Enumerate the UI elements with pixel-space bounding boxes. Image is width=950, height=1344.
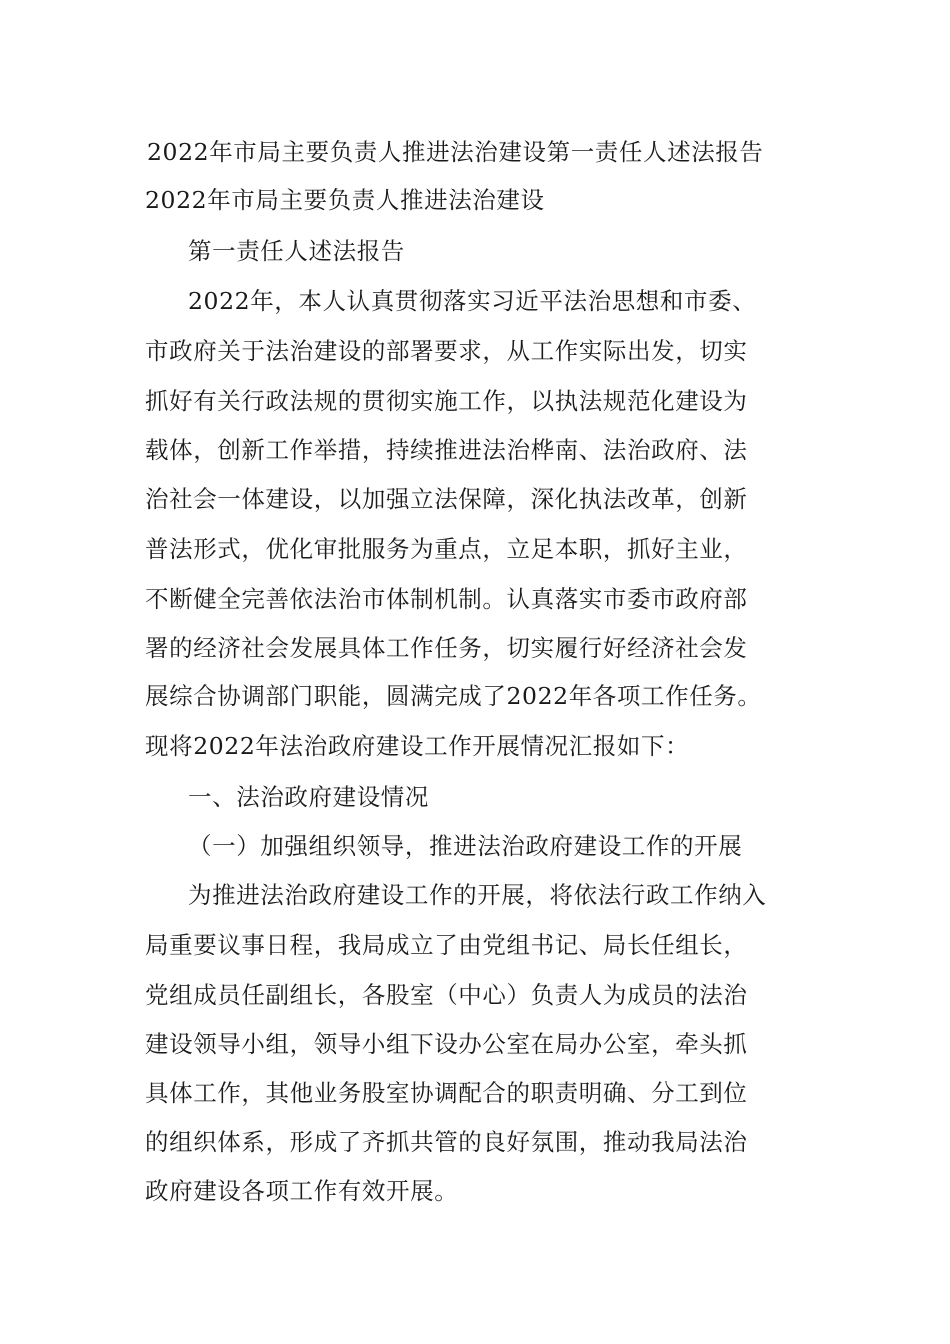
paragraph-1-line: 市政府关于法治建设的部署要求，从工作实际出发，切实 <box>145 337 748 365</box>
paragraph-2-line: 具体工作，其他业务股室协调配合的职责明确、分工到位 <box>145 1079 748 1107</box>
paragraph-2-line: 局重要议事日程，我局成立了由党组书记、局长任组长， <box>145 931 748 959</box>
paragraph-1-line: 现将2022年法治政府建设工作开展情况汇报如下： <box>145 732 690 760</box>
section-1-heading: 一、法治政府建设情况 <box>188 783 429 811</box>
subsection-1-heading: （一）加强组织领导，推进法治政府建设工作的开展 <box>188 832 743 860</box>
paragraph-2-line: 党组成员任副组长，各股室（中心）负责人为成员的法治 <box>145 981 748 1009</box>
subtitle: 第一责任人述法报告 <box>188 237 405 265</box>
paragraph-1-line: 抓好有关行政法规的贯彻实施工作，以执法规范化建设为 <box>145 387 748 415</box>
paragraph-1-line: 展综合协调部门职能，圆满完成了2022年各项工作任务。 <box>145 682 762 710</box>
title-line-2: 2022年市局主要负责人推进法治建设 <box>145 186 545 214</box>
paragraph-1-line: 载体，创新工作举措，持续推进法治桦南、法治政府、法 <box>145 436 748 464</box>
paragraph-1-line: 不断健全完善依法治市体制机制。认真落实市委市政府部 <box>145 585 748 613</box>
paragraph-2-line: 的组织体系，形成了齐抓共管的良好氛围，推动我局法治 <box>145 1128 748 1156</box>
paragraph-2-line: 政府建设各项工作有效开展。 <box>145 1177 459 1205</box>
paragraph-1-line: 治社会一体建设，以加强立法保障，深化执法改革，创新 <box>145 485 748 513</box>
title-line-1: 2022年市局主要负责人推进法治建设第一责任人述法报告 <box>147 138 764 166</box>
paragraph-1-line: 普法形式，优化审批服务为重点，立足本职，抓好主业， <box>145 535 748 563</box>
paragraph-1-line: 署的经济社会发展具体工作任务，切实履行好经济社会发 <box>145 634 748 662</box>
paragraph-2-line: 建设领导小组，领导小组下设办公室在局办公室，牵头抓 <box>145 1030 748 1058</box>
paragraph-2-line: 为推进法治政府建设工作的开展，将依法行政工作纳入 <box>188 881 767 909</box>
paragraph-1-line: 2022年，本人认真贯彻落实习近平法治思想和市委、 <box>188 287 757 315</box>
